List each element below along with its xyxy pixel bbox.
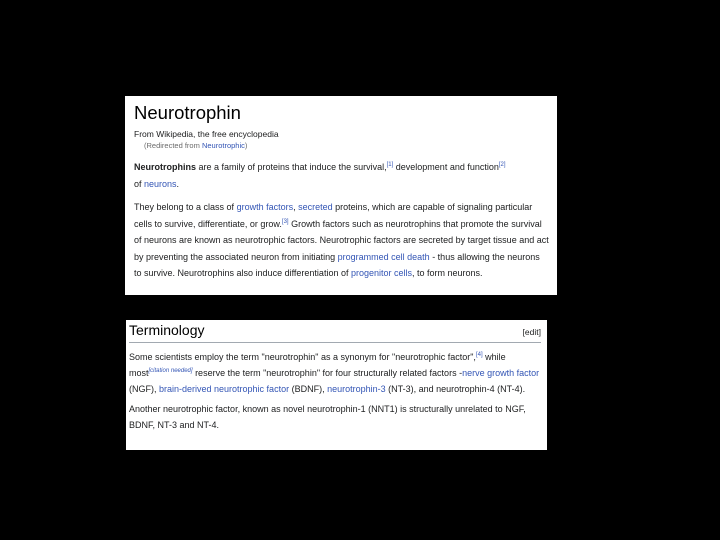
text-span: .: [176, 178, 180, 189]
text-span: of: [134, 178, 145, 189]
link-programmed-cell-death[interactable]: programmed cell death: [337, 251, 430, 262]
site-tagline: From Wikipedia, the free encyclopedia: [134, 129, 279, 139]
link-secreted[interactable]: secreted: [298, 202, 333, 212]
terminology-paragraph: [129, 349, 541, 397]
text-span: They belong to a class of: [134, 202, 237, 212]
redirect-link[interactable]: Neurotrophic: [201, 141, 245, 150]
redirect-prefix: (Redirected from: [144, 141, 202, 150]
article-intro-panel: [125, 96, 557, 295]
link-neurons[interactable]: neurons: [144, 178, 177, 189]
link-nerve-growth-factor[interactable]: nerve growth factor: [462, 368, 540, 378]
redirect-note: [144, 140, 549, 151]
reference-2[interactable]: [2]: [498, 162, 506, 168]
page-title: Neurotrophin: [134, 102, 241, 123]
text-span: development and function: [393, 162, 499, 172]
nnt1-paragraph: Another neurotrophic factor, known as novel neurotrophin-1 (NNT1) is structurally unrelated to NGF, BDNF, NT-3 and NT-4.: [129, 404, 526, 430]
citation-needed[interactable]: [citation needed]: [148, 368, 193, 374]
text-span: , to form neurons.: [412, 268, 483, 278]
terminology-panel: [126, 320, 547, 450]
intro-paragraph: [134, 159, 549, 192]
link-growth-factors[interactable]: growth factors: [236, 202, 294, 212]
text-span: while most: [129, 352, 506, 378]
redirect-suffix: ): [244, 141, 248, 150]
reference-3[interactable]: [3]: [281, 218, 289, 225]
text-span: ,: [293, 202, 299, 212]
class-paragraph: [134, 199, 549, 282]
term-bold: Neurotrophins: [134, 162, 196, 172]
text-span: Growth factors such as neurotrophins that promote the survival of neurons are known as neurotrophic factors. Neurotrophic factors are secreted by target tissue and act by preventing the associated neuron from initiating: [134, 218, 549, 262]
section-heading: Terminology: [129, 322, 205, 338]
text-span: (NGF),: [129, 384, 159, 394]
text-span: reserve the term "neurotrophin" for four structurally related factors -: [192, 368, 463, 378]
text-span: - thus allowing the neurons to survive. Neurotrophins also induce differentiation of: [134, 251, 540, 278]
link-progenitor-cells[interactable]: progenitor cells: [350, 268, 412, 278]
reference-4[interactable]: [4]: [475, 352, 483, 358]
edit-section-link[interactable]: [edit]: [522, 327, 541, 337]
section-header: [129, 322, 541, 343]
text-span: Some scientists employ the term "neurotrophin" as a synonym for "neurotrophic factor",: [129, 352, 476, 362]
text-span: proteins, which are capable of signaling particular cells to survive, differentiate, or grow.: [134, 202, 533, 229]
link-bdnf[interactable]: brain-derived neurotrophic factor: [159, 384, 290, 394]
text-span: (NT-3), and neurotrophin-4 (NT-4).: [385, 384, 526, 394]
text-span: are a family of proteins that induce the survival,: [196, 162, 387, 172]
text-span: (BDNF),: [289, 384, 328, 394]
reference-1[interactable]: [1]: [386, 162, 394, 168]
link-neurotrophin-3[interactable]: neurotrophin-3: [327, 384, 386, 394]
